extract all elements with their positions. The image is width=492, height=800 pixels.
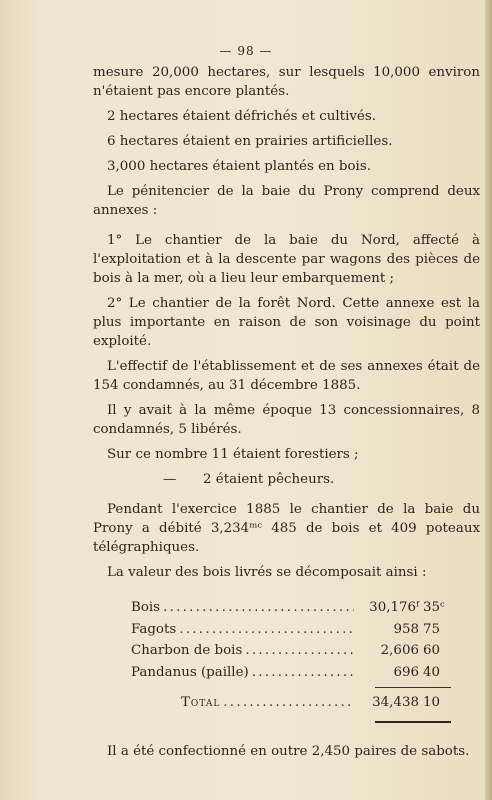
total-francs: 34,438 — [372, 695, 419, 710]
body-text — [93, 63, 480, 761]
row-amount — [357, 663, 451, 682]
page-edge — [485, 0, 492, 800]
row-label: Pandanus (paille) — [131, 664, 249, 680]
amount-cents: 40 — [423, 664, 441, 680]
leader-dots — [245, 641, 354, 660]
paragraph: mesure 20,000 hectares, sur lesquels 10,000 environ n'étaient pas encore plantés. — [93, 65, 480, 99]
row-amount — [357, 598, 451, 617]
dash-line-text: 2 étaient pêcheurs. — [203, 472, 335, 487]
amount-francs: 30,176ᶠ — [369, 600, 419, 615]
paragraph: 1° Le chantier de la baie du Nord, affecté à l'exploitation et à la descente par wagons des pièces de bois à la mer, où a lieu leur embarquement ; — [93, 233, 480, 286]
row-label: Charbon de bois — [131, 643, 243, 658]
leader-dots — [252, 663, 354, 682]
table-row — [131, 663, 451, 685]
amount-cents: 35ᶜ — [423, 600, 445, 615]
table-row — [131, 620, 451, 642]
paragraph: Sur ce nombre 11 étaient forestiers ; — [107, 447, 359, 462]
total-cents: 10 — [423, 695, 441, 710]
paragraph: Il y avait à la même époque 13 concessionnaires, 8 condamnés, 5 libérés. — [93, 403, 480, 437]
total-row — [131, 693, 451, 715]
paragraph: L'effectif de l'établissement et de ses annexes était de 154 condamnés, au 31 décembre 1885. — [93, 359, 480, 393]
amount-cents: 60 — [423, 643, 441, 658]
amount-cents: 75 — [423, 621, 441, 637]
paragraph: 3,000 hectares étaient plantés en bois. — [107, 159, 371, 174]
dash-line — [93, 470, 480, 489]
leader-dots — [163, 598, 354, 617]
paragraph: Le pénitencier de la baie du Prony comprend deux annexes : — [93, 184, 480, 218]
total-label: Total — [181, 695, 221, 710]
closing-paragraph: Il a été confectionné en outre 2,450 paires de sabots. — [107, 743, 470, 759]
row-label: Bois — [131, 600, 161, 615]
leader-dots — [179, 620, 354, 639]
amount-francs: 696 — [393, 664, 419, 680]
paragraph: La valeur des bois livrés se décomposait ainsi : — [107, 565, 427, 580]
row-amount — [357, 620, 451, 639]
table-row — [131, 641, 451, 663]
row-label: Fagots — [131, 621, 177, 637]
paragraph: Pendant l'exercice 1885 le chantier de la baie du Prony a débité 3,234ᵐᶜ 485 de bois et 409 poteaux télégraphiques. — [93, 502, 480, 555]
leader-dots — [223, 693, 354, 712]
sum-rule — [375, 687, 451, 688]
page-number: — 98 — — [219, 44, 273, 58]
dash-mark: — — [163, 472, 177, 487]
paragraph: 2 hectares étaient défrichés et cultivés. — [107, 109, 376, 124]
value-table — [131, 598, 451, 723]
paragraph: 2° Le chantier de la forêt Nord. Cette annexe est la plus importante en raison de son voisinage du point exploité. — [93, 296, 480, 349]
total-amount — [357, 693, 451, 712]
amount-francs: 2,606 — [380, 643, 419, 658]
total-rule — [375, 721, 451, 723]
amount-francs: 958 — [393, 621, 419, 637]
paragraph: 6 hectares étaient en prairies artificielles. — [107, 134, 393, 149]
table-row — [131, 598, 451, 620]
row-amount — [357, 641, 451, 660]
